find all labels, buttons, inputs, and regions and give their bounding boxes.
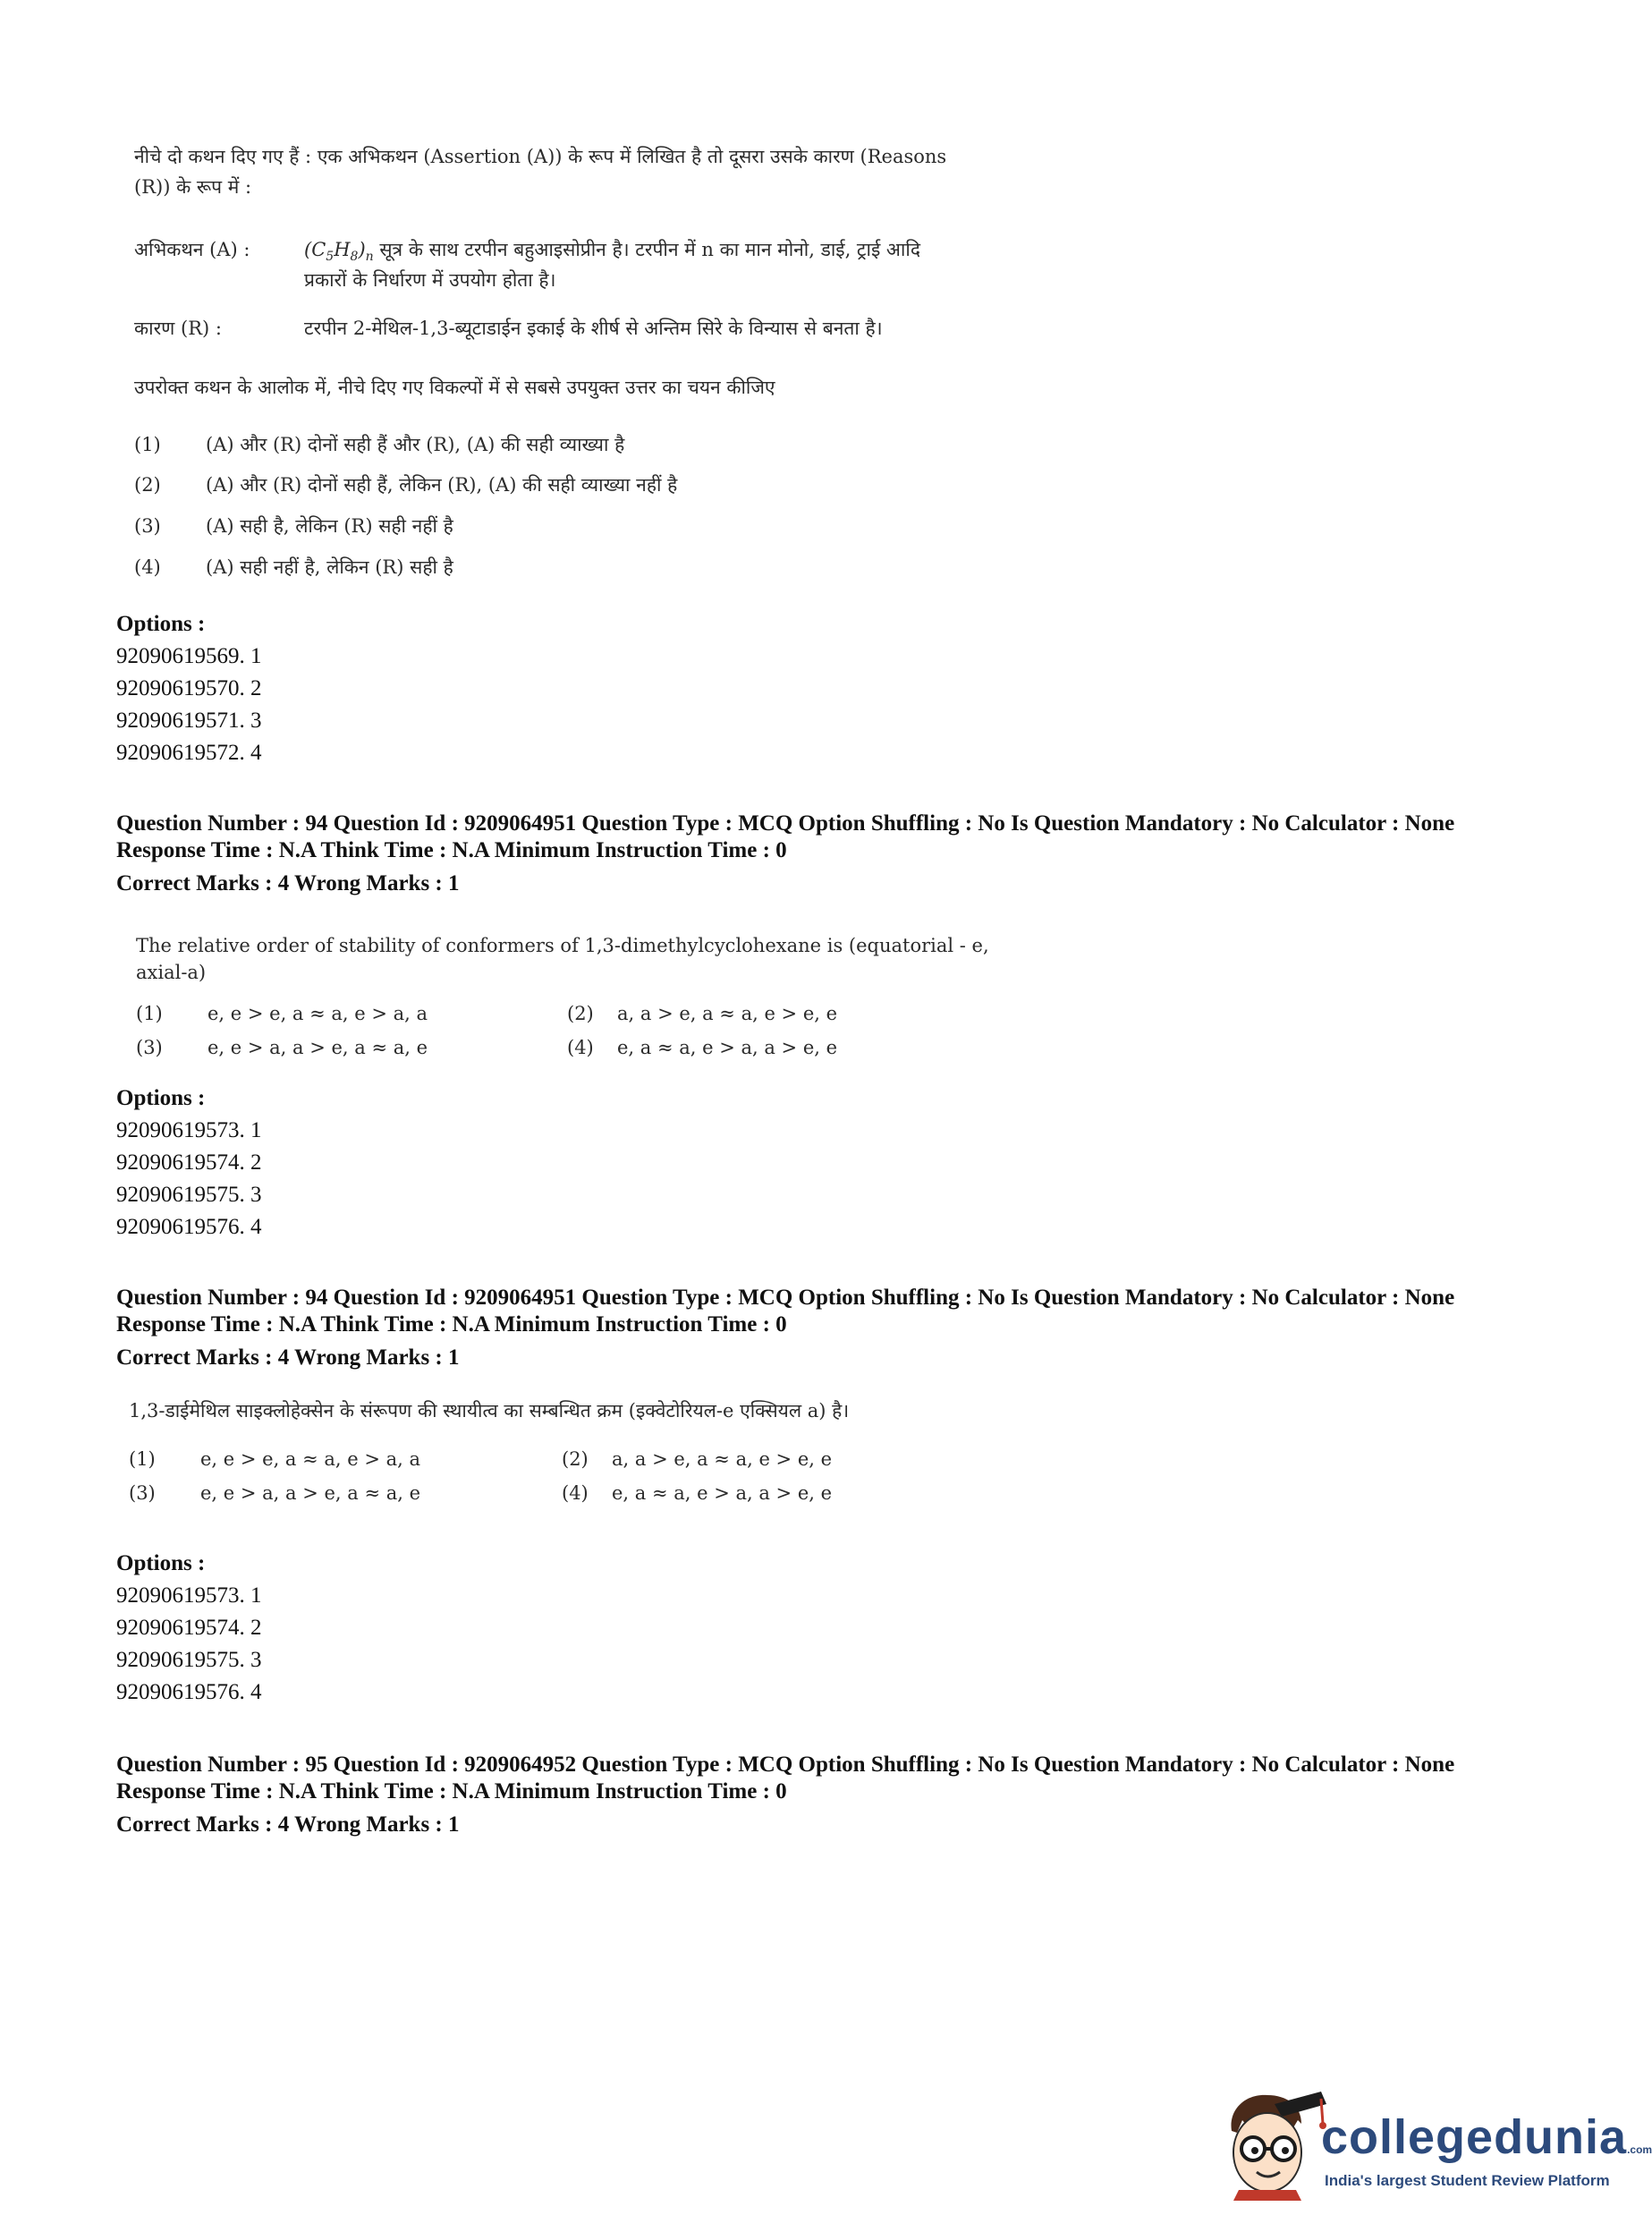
reason-label: कारण (R) : xyxy=(134,318,222,339)
logo-tagline: India's largest Student Review Platform xyxy=(1325,2172,1610,2189)
q2-choice xyxy=(567,998,837,1029)
reason-text: टरपीन 2-मेथिल-1,3-ब्यूटाडाईन इकाई के शीर्ष से अन्तिम सिरे के विन्यास से बनता है। xyxy=(304,318,883,339)
option-item: 92090619573. 1 xyxy=(116,1118,262,1142)
collegedunia-logo[interactable] xyxy=(1212,2084,1652,2210)
q3-choice xyxy=(562,1478,832,1508)
q2-options xyxy=(116,1082,262,1243)
assertion-formula: $(C_5H_8)_n$ xyxy=(304,239,374,265)
choice-text: e, a ≈ a, e > a, a > e, e xyxy=(617,1037,838,1058)
choice-text: a, a > e, a ≈ a, e > e, e xyxy=(612,1448,833,1470)
question-meta-line1: Question Number : 94 Question Id : 9209064951 Question Type : MCQ Option Shuffling : No Is Question Mandatory : No Calculator : None xyxy=(116,1286,1455,1310)
options-label: Options : xyxy=(116,1551,206,1575)
q3-header xyxy=(116,1285,1619,1374)
option-item: 92090619571. 3 xyxy=(116,709,262,733)
choice-text: (A) और (R) दोनों सही हैं और (R), (A) की सही व्याख्या है xyxy=(206,434,625,455)
option-item: 92090619575. 3 xyxy=(116,1648,262,1672)
q1-choice xyxy=(134,429,624,460)
assertion-label: अभिकथन (A) : xyxy=(134,239,250,260)
question-marks: Correct Marks : 4 Wrong Marks : 1 xyxy=(116,1345,460,1370)
q1-choice xyxy=(134,511,453,541)
options-label: Options : xyxy=(116,1086,206,1110)
choice-text: (A) और (R) दोनों सही हैं, लेकिन (R), (A) की सही व्याख्या नहीं है xyxy=(206,474,678,496)
option-item: 92090619572. 4 xyxy=(116,741,262,765)
question-meta-line2: Response Time : N.A Think Time : N.A Minimum Instruction Time : 0 xyxy=(116,1779,787,1803)
choice-number: (2) xyxy=(562,1448,589,1470)
logo-brand xyxy=(1321,2109,1652,2165)
assertion-text-line2: प्रकारों के निर्धारण में उपयोग होता है। xyxy=(304,269,556,291)
choice-number: (3) xyxy=(134,515,161,537)
assertion-text: सूत्र के साथ टरपीन बहुआइसोप्रीन है। टरपीन में n का मान मोनो, डाई, ट्राई आदि xyxy=(379,239,920,260)
question-marks: Correct Marks : 4 Wrong Marks : 1 xyxy=(116,871,460,895)
q3-stem: 1,3-डाईमेथिल साइक्लोहेक्सेन के संरूपण की स्थायीत्व का सम्बन्धित क्रम (इक्वेटोरियल-e एक्सियल a) है। xyxy=(129,1400,850,1422)
q3-choice xyxy=(129,1478,420,1508)
q2-choice xyxy=(136,998,428,1029)
choice-number: (3) xyxy=(136,1037,163,1058)
q2-header xyxy=(116,810,1619,900)
choice-text: e, a ≈ a, e > a, a > e, e xyxy=(612,1482,833,1504)
choice-number: (1) xyxy=(129,1448,156,1470)
logo-brand-suffix: .com xyxy=(1627,2143,1652,2156)
q3-choice xyxy=(562,1444,832,1474)
q1-choice xyxy=(134,552,453,582)
q2-stem-line2: axial-a) xyxy=(136,962,207,983)
option-item: 92090619576. 4 xyxy=(116,1680,262,1704)
q1-intro-line2: (R)) के रूप में : xyxy=(134,176,252,198)
option-item: 92090619574. 2 xyxy=(116,1616,262,1640)
question-meta-line2: Response Time : N.A Think Time : N.A Minimum Instruction Time : 0 xyxy=(116,1312,787,1337)
q3-choice xyxy=(129,1444,420,1474)
logo-brand-text: collegedunia xyxy=(1321,2110,1628,2164)
question-meta-line2: Response Time : N.A Think Time : N.A Minimum Instruction Time : 0 xyxy=(116,838,787,862)
choice-text: e, e > e, a ≈ a, e > a, a xyxy=(208,1003,428,1024)
choice-text: e, e > a, a > e, a ≈ a, e xyxy=(208,1037,428,1058)
q1-instruction: उपरोक्त कथन के आलोक में, नीचे दिए गए विकल्पों में से सबसे उपयुक्त उत्तर का चयन कीजिए xyxy=(134,377,775,398)
q1-intro-line1: नीचे दो कथन दिए गए हैं : एक अभिकथन (Assertion (A)) के रूप में लिखित है तो दूसरा उसके कारण (Reasons xyxy=(134,146,947,167)
choice-number: (4) xyxy=(134,556,161,578)
q1-choice xyxy=(134,470,677,500)
option-item: 92090619573. 1 xyxy=(116,1583,262,1608)
option-item: 92090619569. 1 xyxy=(116,644,262,668)
option-item: 92090619570. 2 xyxy=(116,676,262,700)
option-item: 92090619575. 3 xyxy=(116,1183,262,1207)
options-label: Options : xyxy=(116,612,206,636)
choice-text: (A) सही नहीं है, लेकिन (R) सही है xyxy=(206,556,453,578)
choice-number: (3) xyxy=(129,1482,156,1504)
choice-text: e, e > a, a > e, a ≈ a, e xyxy=(200,1482,421,1504)
question-meta-line1: Question Number : 94 Question Id : 9209064951 Question Type : MCQ Option Shuffling : No Is Question Mandatory : No Calculator : None xyxy=(116,811,1455,836)
option-item: 92090619574. 2 xyxy=(116,1150,262,1175)
question-meta-line1: Question Number : 95 Question Id : 9209064952 Question Type : MCQ Option Shuffling : No Is Question Mandatory : No Calculator : None xyxy=(116,1752,1455,1777)
q2-choice xyxy=(136,1032,428,1063)
choice-text: (A) सही है, लेकिन (R) सही नहीं है xyxy=(206,515,453,537)
choice-text: a, a > e, a ≈ a, e > e, e xyxy=(617,1003,838,1024)
q2-choice xyxy=(567,1032,837,1063)
choice-number: (2) xyxy=(567,1003,594,1024)
q1-options xyxy=(116,608,262,769)
choice-text: e, e > e, a ≈ a, e > a, a xyxy=(200,1448,421,1470)
option-item: 92090619576. 4 xyxy=(116,1215,262,1239)
choice-number: (4) xyxy=(567,1037,594,1058)
q2-stem-line1: The relative order of stability of conformers of 1,3-dimethylcyclohexane is (equatorial - e, xyxy=(136,935,989,956)
choice-number: (2) xyxy=(134,474,161,496)
question-marks: Correct Marks : 4 Wrong Marks : 1 xyxy=(116,1812,460,1837)
q4-header xyxy=(116,1752,1619,1841)
mascot-icon xyxy=(1212,2084,1328,2201)
choice-number: (1) xyxy=(134,434,161,455)
q3-options xyxy=(116,1548,262,1709)
choice-number: (4) xyxy=(562,1482,589,1504)
choice-number: (1) xyxy=(136,1003,163,1024)
